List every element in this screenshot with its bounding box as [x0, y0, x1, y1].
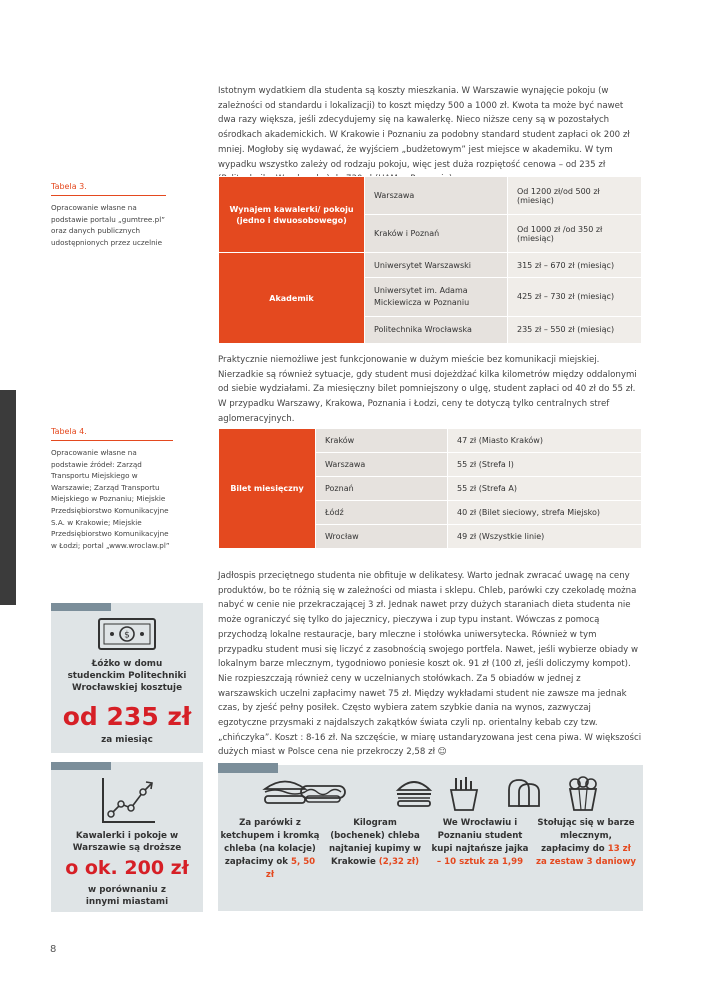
table3-price: 315 zł – 670 zł (miesiąc)	[508, 253, 642, 278]
food-fact-text: We Wrocławiu i Poznaniu student kupi najtańsze jajka	[431, 818, 529, 854]
card1-text: Łóżko w domu studenckim Politechniki Wrocławskiej kosztuje	[67, 659, 187, 693]
table4-price: 47 zł (Miasto Kraków)	[448, 429, 642, 453]
table4-city: Warszawa	[316, 453, 448, 477]
card2-big-number: o ok. 200 zł	[65, 857, 189, 879]
table3-place: Politechnika Wrocławska	[365, 316, 508, 344]
banknote-icon	[97, 617, 157, 651]
food-fact-highlight: – 10 sztuk za 1,99	[436, 856, 524, 867]
line-chart-icon	[99, 776, 157, 826]
card-tab	[51, 762, 111, 770]
table4-price: 55 zł (Strefa I)	[448, 453, 642, 477]
food-fact-3	[430, 817, 530, 869]
table4-price: 49 zł (Wszystkie linie)	[448, 525, 642, 549]
table3-caption-title: Tabela 3.	[51, 182, 166, 196]
food-fact-2	[325, 817, 425, 869]
food-facts-panel	[218, 765, 643, 911]
popcorn-icon	[563, 776, 603, 812]
table3-group-dorm: Akademik	[219, 253, 365, 344]
svg-text:$: $	[124, 630, 130, 641]
table3-caption-text: Opracowanie własne na podstawie portalu „gumtree.pl” oraz danych publicznych udostępnionych przez uczelnie	[51, 203, 165, 247]
table3	[218, 176, 642, 344]
toast-icon	[503, 776, 545, 810]
intro-paragraph: Istotnym wydatkiem dla studenta są koszty mieszkania. W Warszawie wynajęcie pokoju (w zależności od standardu i lokalizacji) to koszt między 500 a 1000 zł. Kwota ta może być nawet dwa razy większa, jeśli zdecydujemy się na kawalerkę. Nieco niższe ceny są w pozostałych ośrodkach akademickich. W Krakowie i Poznaniu za podobny standard student zapłaci ok 200 zł mniej. Mogłoby się wydawać, że wyjściem „budżetowym” jest miejsce w akademiku. W tym wypadku wszystko zależy od rodzaju pokoju, więc jest duża rozpiętość cenowa – od 235 zł	[218, 86, 630, 170]
food-fact-1	[220, 817, 320, 882]
table3-caption	[51, 182, 166, 248]
table3-place: Warszawa	[365, 177, 508, 215]
side-bar	[0, 390, 16, 605]
table4-group-ticket: Bilet miesięczny	[219, 429, 316, 549]
table4	[218, 428, 642, 548]
card1-big-number: od 235 zł	[62, 702, 192, 731]
food-fact-text: Kilogram (bochenek) chleba najtaniej kupimy w Krakowie	[328, 818, 422, 867]
food-fact-text: Za parówki z ketchupem i kromką chleba (na kolacje) zapłacimy ok	[220, 818, 320, 867]
table3-place: Uniwersytet im. Adama Mickiewicza w Poznaniu	[365, 278, 508, 316]
hotdog-icon	[298, 776, 348, 806]
stat-card-rent	[51, 762, 203, 912]
table3-group-rent: Wynajem kawalerki/ pokoju (jedno i dwuosobowego)	[219, 177, 365, 253]
stat-card-dorm	[51, 603, 203, 753]
table3-price: Od 1000 zł /od 350 zł (miesiąc)	[508, 215, 642, 253]
fries-icon	[447, 776, 481, 812]
food-fact-text: Stołując się w barze mlecznym, zapłacimy do	[537, 818, 635, 854]
food-fact-4	[536, 817, 636, 869]
table3-price: Od 1200 zł/od 500 zł (miesiąc)	[508, 177, 642, 215]
table4-caption-title: Tabela 4.	[51, 427, 173, 441]
table3-price: 425 zł – 730 zł (miesiąc)	[508, 278, 642, 316]
table3-place: Kraków i Poznań	[365, 215, 508, 253]
transport-paragraph: Praktycznie niemożliwe jest funkcjonowanie w dużym mieście bez komunikacji miejskiej. Nierzadkie są również sytuacje, gdy student musi dojeżdżać kilka kilometrów między oddalonymi od siebie wydziałami. Za miesięczny bilet pomniejszony o ulgę, student zapłaci od 40 zł do 55 zł. W przypadku Warszawy, Krakowa, Poznania i Łodzi, ceny te dotyczą tylko centralnych stref aglomeracyjnych.	[218, 355, 637, 424]
card-tab	[218, 763, 278, 773]
table3-price: 235 zł – 550 zł (miesiąc)	[508, 316, 642, 344]
card2-text: Kawalerki i pokoje w Warszawie są droższe	[72, 831, 182, 853]
card-tab	[51, 603, 111, 611]
food-fact-highlight: 13 zł za zestaw 3 daniowy	[536, 843, 637, 867]
page-number: 8	[50, 944, 57, 955]
card1-sub: za miesiąc	[101, 735, 153, 745]
table4-caption	[51, 427, 173, 551]
food-paragraph: Jadłospis przeciętnego studenta nie obfituje w delikatesy. Warto jednak zwracać uwagę na ceny produktów, bo te różnią się w zależności od miasta i sklepu. Chleb, parówki czy czekoladę można nabyć w cenie nie przekraczającej 3 zł. Jednak nawet przy dużych staraniach dieta studenta nie może ograniczyć się tylko do jajecznicy, pieczywa i zup typu instant. Wówczas z pomocą przychodzą lokalne restauracje, bary mleczne i stołówka uniwersytecka. Również w tym przypadku student musi się liczyć z zasobnością swojego portfela. Nawet, jeśli wybierze obiady w lokalnym barze mlecznym, tygodniowo poniesie koszt ok. 91 zł (100 zł, jeśli doliczymy kompot). Nie rozpieszczają również ceny w uczelnianych stołówkach. Za 5 obiadów w jednej z warszawskich uczelni zapłacimy nawet 75 zł. Między wykładami student nie zawsze ma jednak czas, by zjeść pełny posiłek. Często wybiera zatem szybkie dania na wynos, zazwyczaj egzotyczne przysmaki z najdalszych zakątków świata czyli np. orientalny kebab czy tzw. „chińczyka”. Koszt : 8-16 zł. Na szczęście, w miarę ustandaryzowana jest cena piwa. W większości dużych miast w Polsce cena nie przekroczy 2,58 zł ☺	[218, 571, 642, 758]
burger-icon	[394, 776, 434, 808]
table4-price: 40 zł (Bilet sieciowy, strefa Miejsko)	[448, 501, 642, 525]
food-fact-highlight: (2,32 zł)	[378, 856, 420, 867]
table4-city: Poznań	[316, 477, 448, 501]
table4-city: Wrocław	[316, 525, 448, 549]
card2-sub: w porównaniu z innymi miastami	[85, 885, 169, 907]
table4-price: 55 zł (Strefa A)	[448, 477, 642, 501]
table3-place: Uniwersytet Warszawski	[365, 253, 508, 278]
table4-city: Kraków	[316, 429, 448, 453]
table4-city: Łódź	[316, 501, 448, 525]
table4-caption-text: Opracowanie własne na podstawie źródeł: Zarząd Transportu Miejskiego w Warszawie; Zarząd Transportu Miejskiego w Poznaniu; Miejskie Przedsiębiorstwo Komunikacyjne S.A. w Krakowie; Miejskie Przedsiębiorstwo Komunikacyjne w Łodzi; portal „www.wroclaw.pl”	[51, 448, 170, 550]
food-fact-highlight: 5, 50 zł	[265, 856, 316, 880]
